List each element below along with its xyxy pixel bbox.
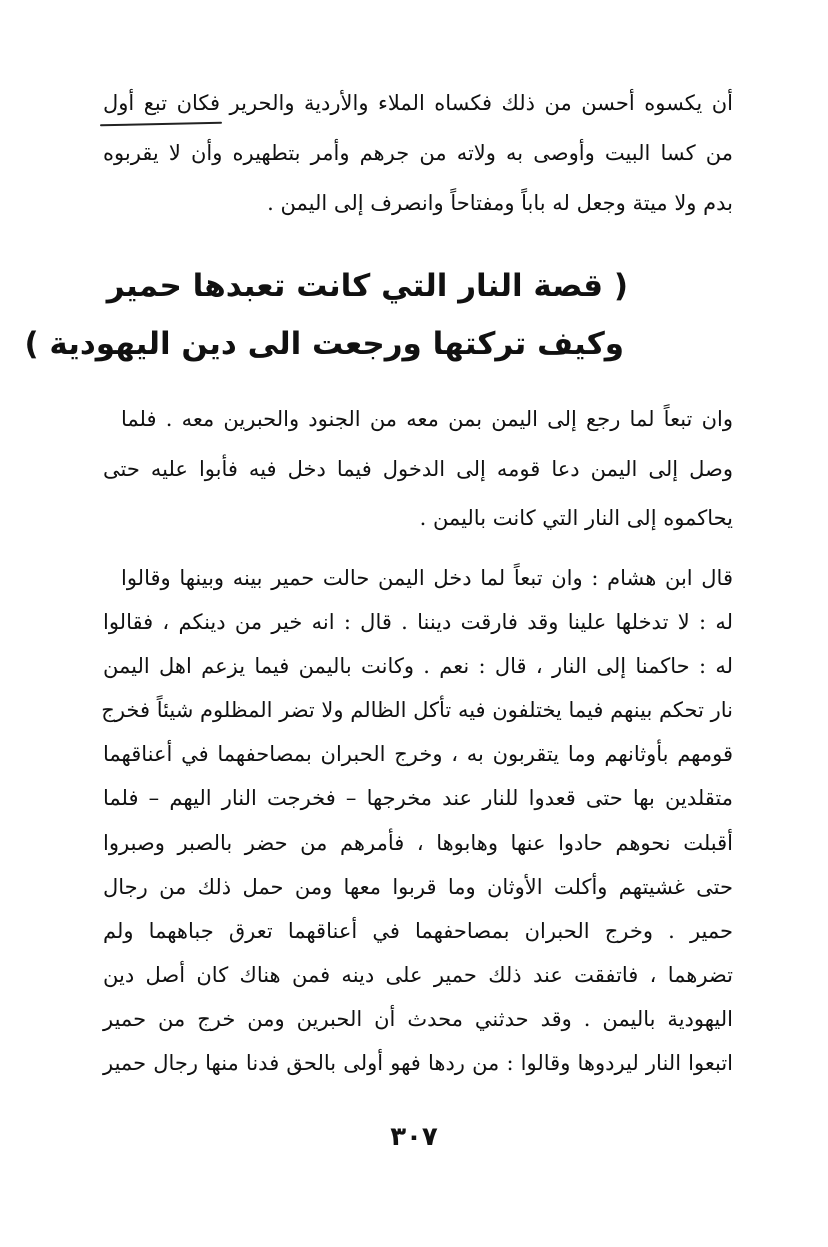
text-line: نار تحكم بينهم فيما يختلفون فيه تأكل الظالم ولا تضر المظلوم شيئاً فخرج bbox=[101, 698, 733, 722]
text-line: اليهودية باليمن . وقد حدثني محدث أن الحبرين ومن خرج من حمير bbox=[103, 1007, 733, 1031]
text-line: حمير . وخرج الحبران بمصاحفهما في أعناقهما تعرق جباههما ولم bbox=[103, 919, 733, 943]
section-heading-line-1: ( قصة النار التي كانت تعبدها حمير bbox=[106, 268, 628, 304]
text-line: حتى غشيتهم وأكلت الأوثان وما قربوا معها ومن حمل ذلك من رجال bbox=[103, 875, 733, 899]
text-line: تضرهما ، فاتفقت عند ذلك حمير على دينه فمن هناك كان أصل دين bbox=[103, 963, 733, 987]
text-line: له : لا تدخلها علينا وقد فارقت ديننا . قال : انه خير من دينكم ، فقالوا bbox=[103, 610, 733, 634]
text-line: اتبعوا النار ليردوها وقالوا : من ردها فهو أولى بالحق فدنا منها رجال حمير bbox=[103, 1051, 733, 1075]
section-heading-line-2: وكيف تركتها ورجعت الى دين اليهودية ) bbox=[24, 326, 624, 362]
text-line: قومهم بأوثانهم وما يتقربون به ، وخرج الحبران بمصاحفهما في أعناقهما bbox=[103, 742, 733, 766]
page-number: ٣٠٧ bbox=[390, 1122, 438, 1152]
text-line: وصل إلى اليمن دعا قومه إلى الدخول فيما دخل فيه فأبوا عليه حتى bbox=[103, 457, 733, 481]
text-line: متقلدين بها حتى قعدوا للنار عند مخرجها – فخرجت النار اليهم – فلما bbox=[103, 786, 733, 810]
text-line: أن يكسوه أحسن من ذلك فكساه الملاء والأردية والحرير فكان تبع أول bbox=[103, 91, 733, 115]
text-line: يحاكموه إلى النار التي كانت باليمن . bbox=[419, 506, 733, 530]
text-line: له : حاكمنا إلى النار ، قال : نعم . وكانت باليمن فيما يزعم اهل اليمن bbox=[103, 654, 733, 678]
pen-underline bbox=[100, 122, 222, 127]
text-line: وان تبعاً لما رجع إلى اليمن بمن معه من الجنود والحبرين معه . فلما bbox=[121, 407, 733, 431]
text-line: بدم ولا ميتة وجعل له باباً ومفتاحاً وانصرف إلى اليمن . bbox=[267, 191, 733, 215]
text-line: من كسا البيت وأوصى به ولاته من جرهم وأمر بتطهيره وأن لا يقربوه bbox=[103, 141, 733, 165]
text-line: أقبلت نحوهم حادوا عنها وهابوها ، فأمرهم من حضر بالصبر وصبروا bbox=[103, 831, 733, 855]
text-line: قال ابن هشام : وان تبعاً لما دخل اليمن حالت حمير بينه وبينها وقالوا bbox=[121, 566, 733, 590]
